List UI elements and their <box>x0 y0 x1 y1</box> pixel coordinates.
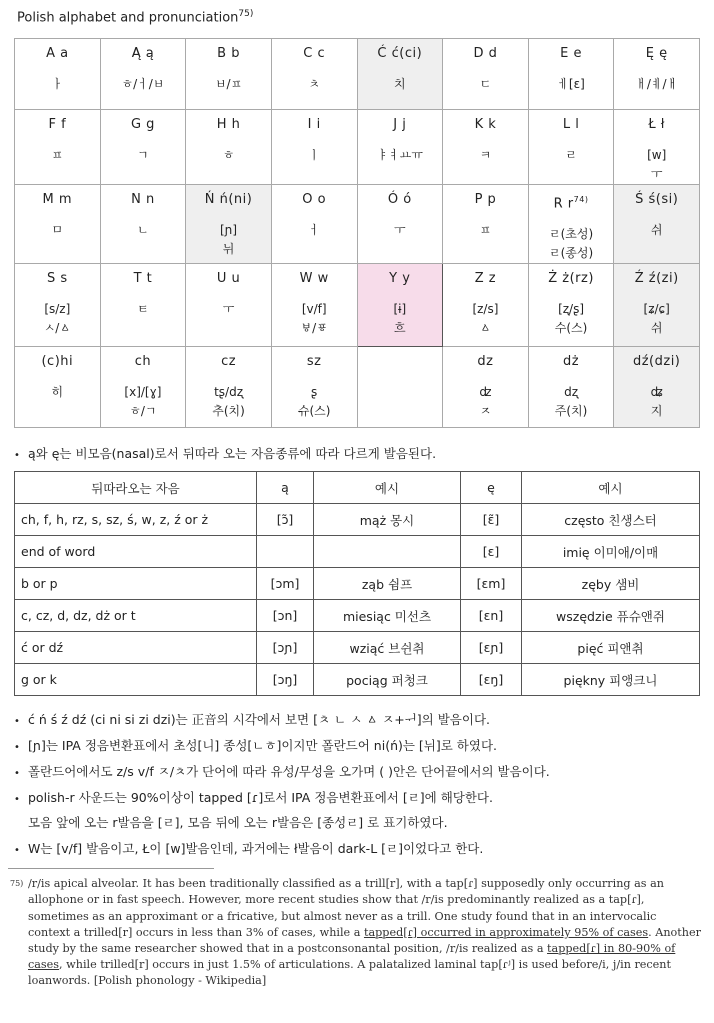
nasal-note: • ą와 ę는 비모음(nasal)로서 뒤따라 오는 자음종류에 따라 다르게 발음된다. <box>14 446 437 461</box>
letter-label: L l <box>562 117 580 132</box>
alphabet-cell <box>15 347 101 428</box>
letter-label: O o <box>302 192 327 207</box>
pronunciation-label: ㅋ <box>479 148 492 162</box>
alphabet-cell <box>271 110 357 185</box>
alphabet-cell <box>271 185 357 264</box>
pronunciation-label: [ʐ/ʂ] 수(스) <box>554 302 588 336</box>
bullet-note: • [ɲ]는 IPA 정음변환표에서 초성[니] 종성[ㄴㅎ]이지만 폴란드어 ni(ń)는 [뉘]로 하였다. <box>14 738 497 753</box>
letter-label: I i <box>307 117 321 132</box>
pronunciation-label: dʐ 주(치) <box>554 385 588 419</box>
pronunciation-label: [v/f] ㅸ/ㆄ <box>300 302 328 336</box>
nasal-table-row <box>15 536 700 568</box>
pronunciation-label: tʂ/dʐ 추(치) <box>212 385 245 419</box>
alphabet-cell <box>100 264 186 347</box>
letter-label: dz <box>477 354 494 370</box>
letter-label: P p <box>474 192 497 207</box>
header-example-a: 예시 <box>314 472 461 504</box>
pronunciation-label: ㅓ <box>308 223 320 237</box>
header-following-consonant: 뒤따라오는 자음 <box>15 472 257 504</box>
bullet-note <box>14 813 448 831</box>
letter-label: cz <box>221 354 237 370</box>
nasal-table-cell: ząb 쉼프 <box>314 568 461 600</box>
letter-label: U u <box>216 271 241 287</box>
nasal-table-cell: [ɛ] <box>461 536 522 568</box>
alphabet-cell <box>443 110 529 185</box>
nasal-table-cell: end of word <box>15 536 257 568</box>
alphabet-cell <box>15 264 101 347</box>
letter-label: F f <box>48 117 67 132</box>
letter-label: E e <box>560 46 582 61</box>
nasal-table-header <box>15 472 700 504</box>
alphabet-table <box>14 38 700 428</box>
pronunciation-label: [s/z] ㅅ/ㅿ <box>43 302 71 336</box>
alphabet-cell <box>100 347 186 428</box>
nasal-table-cell: [ɛ̃] <box>461 504 522 536</box>
alphabet-row <box>15 347 700 428</box>
footnote-mark: 75) <box>10 879 24 888</box>
letter-label: D d <box>473 46 498 61</box>
title-footnote-ref: 75) <box>238 9 254 19</box>
bullet-note-text: W는 [v/f] 발음이고, Ł이 [w]발음인데, 과거에는 ł발음이 dark-L [ㄹ]이었다고 한다. <box>28 841 484 856</box>
alphabet-cell <box>443 264 529 347</box>
letter-label: N n <box>131 192 155 207</box>
pronunciation-label: 쉬 <box>650 223 663 237</box>
nasal-table-row <box>15 568 700 600</box>
nasal-table-cell: [ɛŋ] <box>461 664 522 696</box>
nasal-table-cell: [ɔ̃] <box>257 504 314 536</box>
pronunciation-label: ʣ ㅈ <box>479 385 492 419</box>
letter-label: Ć ć(ci) <box>377 46 423 61</box>
footnote-underline-2: tapped[ɾ] in 80-90% of cases <box>28 942 676 972</box>
alphabet-cell <box>614 264 700 347</box>
letter-label: Ż ż(rz) <box>548 271 594 287</box>
bullet-note: • W는 [v/f] 발음이고, Ł이 [w]발음인데, 과거에는 ł발음이 dark-L [ㄹ]이었다고 한다. <box>14 841 484 856</box>
pronunciation-label: 히 <box>51 385 64 400</box>
nasal-table-cell: zęby 샘비 <box>522 568 700 600</box>
letter-label: dź(dzi) <box>632 354 681 370</box>
nasal-table-cell: [ɛm] <box>461 568 522 600</box>
nasal-table-cell: mąż 몽시 <box>314 504 461 536</box>
alphabet-cell <box>15 39 101 110</box>
alphabet-cell <box>614 347 700 428</box>
pronunciation-label: ㅜ <box>222 302 235 317</box>
nasal-table-cell: [ɔm] <box>257 568 314 600</box>
footnote-75 <box>10 876 702 990</box>
alphabet-cell <box>528 110 614 185</box>
nasal-table-cell: pociąg 퍼청크 <box>314 664 461 696</box>
nasal-table-cell: pięć 피앤취 <box>522 632 700 664</box>
alphabet-cell <box>357 110 443 185</box>
nasal-table-row <box>15 504 700 536</box>
letter-label: S s <box>46 271 68 287</box>
alphabet-cell <box>528 39 614 110</box>
letter-label: sz <box>306 354 322 370</box>
alphabet-cell <box>186 110 272 185</box>
bullet-note: • ć ń ś ź dź (ci ni si zi dzi)는 正音의 시각에서 보면 [ㅊ ㄴ ㅅ ㅿ ㅈ+ᅱ]의 발음이다. <box>14 712 490 727</box>
pronunciation-label: ʥ 지 <box>650 385 663 419</box>
bullet-note: • 폴란드어에서도 z/s v/f ㅈ/ㅊ가 단어에 따라 유성/무성을 오가며 ( )안은 단어끝에서의 발음이다. <box>14 764 550 779</box>
letter-label: T t <box>133 271 153 287</box>
alphabet-cell <box>271 39 357 110</box>
pronunciation-label: [ʑ/ɕ] 쉬 <box>643 302 670 336</box>
bullet-note-text: [ɲ]는 IPA 정음변환표에서 초성[니] 종성[ㄴㅎ]이지만 폴란드어 ni(ń)는 [뉘]로 하였다. <box>28 738 497 753</box>
letter-label: G g <box>130 117 155 132</box>
alphabet-row <box>15 185 700 264</box>
pronunciation-label: ㅎ <box>222 148 235 162</box>
alphabet-cell <box>443 39 529 110</box>
alphabet-cell <box>15 110 101 185</box>
bullet-note-text: 폴란드어에서도 z/s v/f ㅈ/ㅊ가 단어에 따라 유성/무성을 오가며 ( )안은 단어끝에서의 발음이다. <box>28 764 550 779</box>
header-e-ogonek: ę <box>461 472 522 504</box>
alphabet-cell <box>100 185 186 264</box>
letter-label: Ś ś(si) <box>635 192 679 207</box>
pronunciation-label: ㅜ <box>394 223 406 237</box>
nasal-table-cell: [ɔɲ] <box>257 632 314 664</box>
letter-label: Z z <box>474 271 497 287</box>
letter-label: (c)hi <box>41 354 74 370</box>
letter-footnote-ref: 74) <box>573 195 589 204</box>
letter-label: Ł ł <box>648 117 665 132</box>
alphabet-cell <box>357 39 443 110</box>
letter-label: J j <box>393 117 407 132</box>
nasal-table <box>14 471 700 696</box>
letter-label: A a <box>46 46 69 61</box>
pronunciation-label: 치 <box>394 77 406 91</box>
nasal-table-cell: [ɛɲ] <box>461 632 522 664</box>
letter-label: dż <box>563 354 580 370</box>
nasal-table-cell: b or p <box>15 568 257 600</box>
bullet-note-text: polish-r 사운드는 90%이상이 tapped [ɾ]로서 IPA 정음변환표에서 [ㄹ]에 해당한다. <box>28 790 493 805</box>
nasal-table-cell <box>257 536 314 568</box>
alphabet-cell <box>443 185 529 264</box>
pronunciation-label: [w] ㅜ <box>647 148 667 181</box>
nasal-table-cell <box>314 536 461 568</box>
pronunciation-label: ㅌ <box>137 302 149 317</box>
letter-label: C c <box>303 46 326 61</box>
letter-label: K k <box>474 117 497 132</box>
letter-label: H h <box>216 117 241 132</box>
pronunciation-label: [x]/[ɣ] ㅎ/ㄱ <box>124 385 162 419</box>
alphabet-cell <box>528 347 614 428</box>
pronunciation-label: ㅍ <box>479 223 492 237</box>
bullet-note-text: 모음 앞에 오는 r발음을 [ㄹ], 모음 뒤에 오는 r발음은 [종성ㄹ] 로 표기하였다. <box>28 815 448 830</box>
header-example-e: 예시 <box>522 472 700 504</box>
nasal-table-row <box>15 600 700 632</box>
pronunciation-label: [z/s] ㅿ <box>472 302 499 336</box>
alphabet-cell <box>186 264 272 347</box>
pronunciation-label: ㅍ <box>51 148 64 162</box>
nasal-table-cell: [ɔŋ] <box>257 664 314 696</box>
alphabet-cell <box>528 264 614 347</box>
pronunciation-label: ㅊ <box>308 77 320 91</box>
bullet-note-text: ć ń ś ź dź (ci ni si zi dzi)는 正音의 시각에서 보면 [ㅊ ㄴ ㅅ ㅿ ㅈ+ᅱ]의 발음이다. <box>28 712 490 727</box>
pronunciation-label: ㅔ[ɛ] <box>557 77 585 91</box>
bullet-note: • polish-r 사운드는 90%이상이 tapped [ɾ]로서 IPA 정음변환표에서 [ㄹ]에 해당한다. <box>14 790 493 805</box>
alphabet-cell <box>186 39 272 110</box>
pronunciation-label: ㄹ(초성) ㄹ(종성) <box>548 227 594 261</box>
letter-label: W w <box>299 271 329 287</box>
alphabet-row <box>15 39 700 110</box>
pronunciation-label: ㄴ <box>137 223 149 237</box>
nasal-table-cell: g or k <box>15 664 257 696</box>
alphabet-cell <box>443 347 529 428</box>
nasal-table-cell: często 친생스터 <box>522 504 700 536</box>
alphabet-cell <box>614 110 700 185</box>
letter-label: Ź ź(zi) <box>634 271 679 287</box>
nasal-table-cell: wziąć 브쉰취 <box>314 632 461 664</box>
nasal-table-row <box>15 664 700 696</box>
pronunciation-label: ㄹ <box>565 148 577 162</box>
pronunciation-label: ㄷ <box>479 77 492 91</box>
alphabet-row <box>15 110 700 185</box>
pronunciation-label: ㅎ/ㅓ/ㅂ <box>121 77 165 91</box>
alphabet-cell <box>357 185 443 264</box>
alphabet-cell <box>357 264 443 347</box>
nasal-table-cell: piękny 피앵크니 <box>522 664 700 696</box>
alphabet-cell <box>186 185 272 264</box>
alphabet-cell <box>528 185 614 264</box>
pronunciation-label: ㅑㅕㅛㅠ <box>376 148 423 162</box>
nasal-table-cell: c, cz, d, dz, dż or t <box>15 600 257 632</box>
alphabet-cell <box>271 264 357 347</box>
nasal-table-cell: wszędzie 퓨슈앤쥐 <box>522 600 700 632</box>
pronunciation-label: ㅣ <box>308 148 320 162</box>
alphabet-cell <box>100 110 186 185</box>
alphabet-cell <box>186 347 272 428</box>
letter-label: Ó ó <box>387 192 412 207</box>
letter-label: ch <box>134 354 152 370</box>
alphabet-cell <box>614 39 700 110</box>
letter-label: M m <box>42 192 73 207</box>
nasal-table-cell: [ɛn] <box>461 600 522 632</box>
alphabet-row <box>15 264 700 347</box>
letter-label: R $r^{74)}$ <box>553 195 589 212</box>
pronunciation-label: ㅁ <box>51 223 64 237</box>
letter-label: Ę ę <box>645 46 668 61</box>
pronunciation-label: [ɨ] 흐 <box>393 302 407 336</box>
alphabet-cell <box>614 185 700 264</box>
nasal-table-cell: imię 이미애/이매 <box>522 536 700 568</box>
letter-label: Y y <box>389 271 411 287</box>
pronunciation-label: ㅐ/ㅖ/ㅐ <box>635 77 679 91</box>
nasal-table-cell: ć or dź <box>15 632 257 664</box>
letter-label: Ń ń(ni) <box>204 192 253 207</box>
alphabet-cell <box>271 347 357 428</box>
nasal-table-cell: miesiąc 미선츠 <box>314 600 461 632</box>
nasal-table-cell: [ɔn] <box>257 600 314 632</box>
nasal-table-row <box>15 632 700 664</box>
alphabet-cell <box>15 185 101 264</box>
pronunciation-label: ㄱ <box>137 148 149 162</box>
footnote-divider <box>8 868 214 869</box>
footnote-underline-1: tapped[ɾ] occurred in approximately 95% of cases <box>363 925 649 939</box>
header-a-ogonek: ą <box>257 472 314 504</box>
pronunciation-label: [ɲ] 뉘 <box>220 223 238 256</box>
letter-label: Ą ą <box>131 46 155 61</box>
alphabet-cell <box>100 39 186 110</box>
nasal-table-cell: ch, f, h, rz, s, sz, ś, w, z, ź or ż <box>15 504 257 536</box>
pronunciation-label: ㅂ/ㅍ <box>214 77 243 91</box>
footnote-body: /r/is apical alveolar. It has been traditionally classified as a trill[r], with a tap[ɾ] supposedly only occurring as an allophone or in fast speech. However, more recent studies show that /r/is predominantly realized as a tap[ɾ], sometimes as an approximant or a fricative, but almost never as a trill. One study found that in an intervocalic context a trilled[r] occurs in less than 3% of cases, while a tapped[ɾ] occurred in approximately 95% of cases. Another study by the same researcher showed that in a postconsonantal position, /r/is realized as a tapped[ɾ] in 80-90% of cases, while trilled[r] occurs in just 1.5% of articulations. A palatalized laminal tap[ɾʲ] is used before/i, j/in recent loanwords. [Polish phonology - Wikipedia] <box>28 877 701 988</box>
pronunciation-label: ㅏ <box>51 77 64 91</box>
letter-label: B b <box>217 46 240 61</box>
page-title: Polish alphabet and pronunciation$^{75)}$ <box>17 9 254 26</box>
pronunciation-label: ʂ 슈(스) <box>297 385 331 419</box>
alphabet-cell <box>357 347 443 428</box>
